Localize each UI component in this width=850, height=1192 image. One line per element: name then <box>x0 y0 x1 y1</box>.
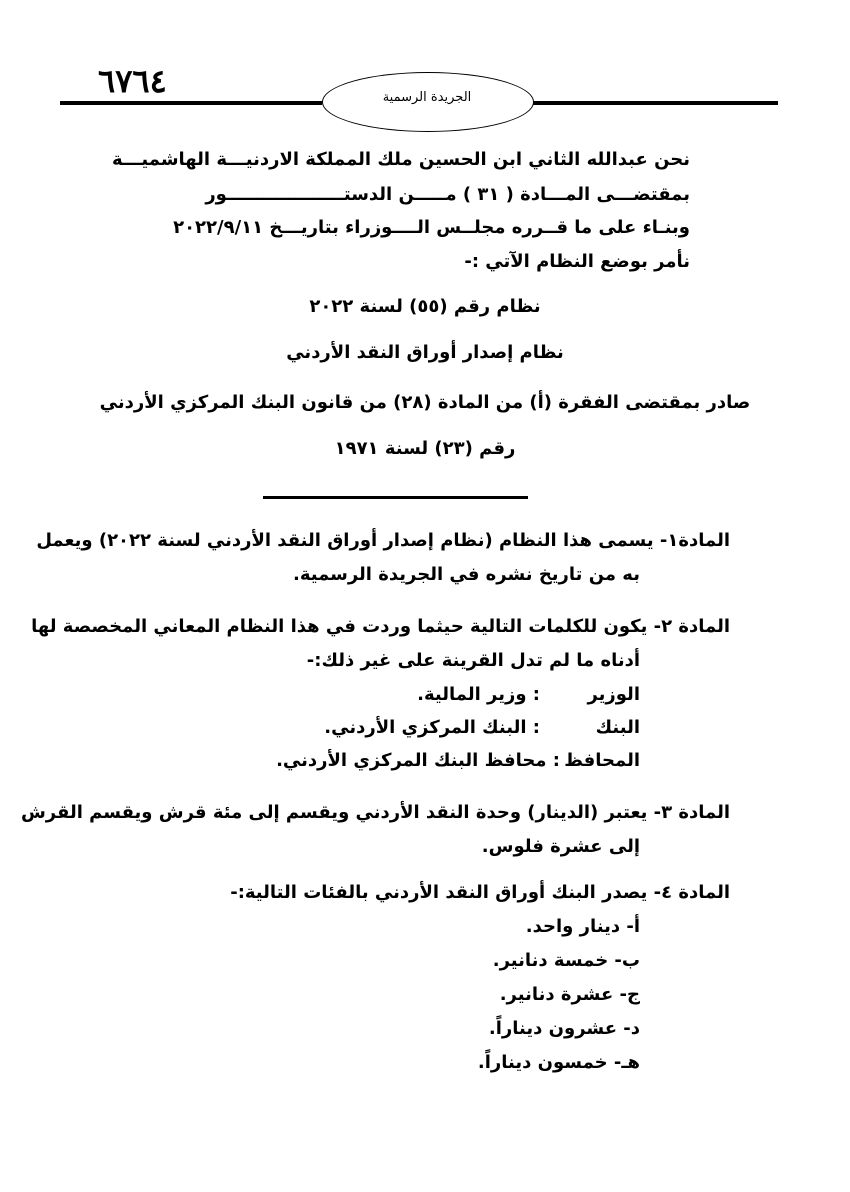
denomination-item: ج- عشرة دنانير. <box>499 984 640 1005</box>
article-2-line-1: المادة ٢- يكون للكلمات التالية حيثما وردت في هذا النظام المعاني المخصصة لها <box>31 616 730 637</box>
header-rule-left <box>60 101 322 105</box>
article-3-line-1: المادة ٣- يعتبر (الدينار) وحدة النقد الأردني ويقسم إلى مئة قرش ويقسم القرش <box>20 802 730 823</box>
gazette-label: الجريدة الرسمية <box>382 90 472 105</box>
definition-term: الوزير <box>587 684 640 705</box>
article-1-line-1: المادة١- يسمى هذا النظام (نظام إصدار أوراق النقد الأردني لسنة ٢٠٢٢) ويعمل <box>36 530 730 551</box>
article-1-line-2: به من تاريخ نشره في الجريدة الرسمية. <box>292 564 640 585</box>
regulation-number: نظام رقم (٥٥) لسنة ٢٠٢٢ <box>309 296 541 317</box>
definition-term: البنك <box>595 717 640 738</box>
definition-meaning: : وزير المالية. <box>417 684 540 705</box>
preamble-line-4: نأمر بوضع النظام الآتي :- <box>464 251 690 272</box>
article-4-line-1: المادة ٤- يصدر البنك أوراق النقد الأردني بالفئات التالية:- <box>230 882 730 903</box>
denomination-item: ب- خمسة دنانير. <box>492 950 640 971</box>
preamble-line-3: وبنـاء على ما قــرره مجلــس الــــوزراء بتاريـــخ ٢٠٢٢/٩/١١ <box>173 217 690 238</box>
denomination-item: أ- دينار واحد. <box>525 916 640 937</box>
header-rule-right <box>532 101 778 105</box>
article-3-line-2: إلى عشرة فلوس. <box>481 836 640 857</box>
regulation-name: نظام إصدار أوراق النقد الأردني <box>286 342 564 363</box>
definition-meaning: : محافظ البنك المركزي الأردني. <box>276 750 560 771</box>
definition-term: المحافظ <box>564 750 640 771</box>
section-divider <box>263 496 528 499</box>
article-2-line-2: أدناه ما لم تدل القرينة على غير ذلك:- <box>306 650 640 671</box>
denomination-item: د- عشرون ديناراً. <box>488 1018 640 1039</box>
denomination-item: هـ- خمسون ديناراً. <box>477 1052 640 1073</box>
preamble-line-2: بمقتضـــى المـــادة ( ٣١ ) مـــــن الدستـــــــــــــــــــور <box>205 184 690 205</box>
page-number: ٦٧٦٤ <box>98 62 167 100</box>
preamble-line-1: نحن عبدالله الثاني ابن الحسين ملك المملكة الاردنيـــة الهاشميـــة <box>112 149 690 170</box>
issued-under-line-1: صادر بمقتضى الفقرة (أ) من المادة (٢٨) من قانون البنك المركزي الأردني <box>99 392 751 413</box>
definition-meaning: : البنك المركزي الأردني. <box>324 717 540 738</box>
issued-under-line-2: رقم (٢٣) لسنة ١٩٧١ <box>334 438 516 459</box>
